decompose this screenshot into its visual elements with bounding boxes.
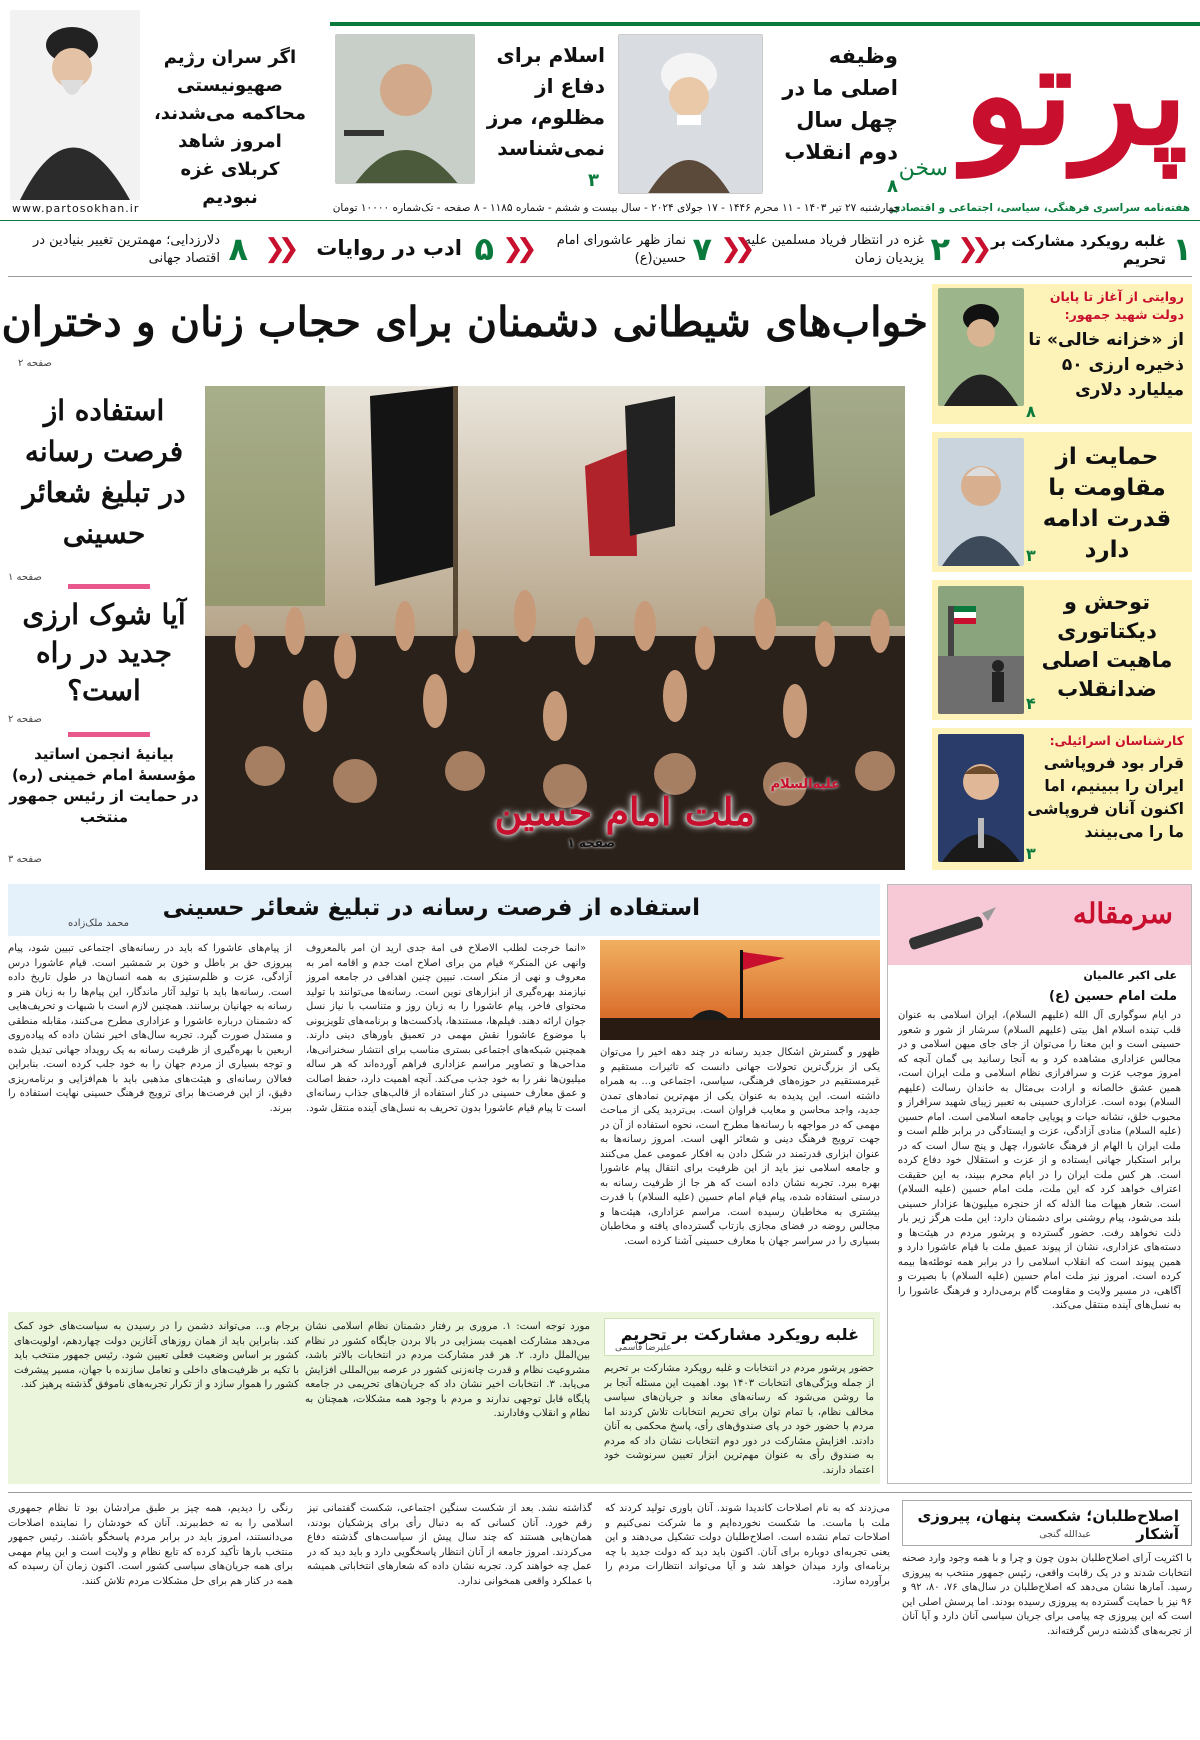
editorial-author: علی اکبر عالمیان — [1083, 969, 1177, 982]
teaser-number: ۷ — [692, 230, 712, 268]
hero-caption-sup: علیه‌السلام — [770, 777, 840, 792]
teaser-text: نماز ظهر عاشورای امام حسین(ع) — [556, 233, 686, 266]
tagline: هفته‌نامه سراسری فرهنگی، سیاسی، اجتماعی و اقتصادی — [890, 202, 1190, 214]
teaser-item[interactable] — [720, 230, 950, 270]
feature-article — [8, 884, 880, 1304]
feature-col-1: ظهور و گسترش اشکال جدید رسانه در چند دهه اخیر را می‌توان یکی از بزرگ‌ترین تحولات جهانی دانست که تاثیرات مستقیم و غیرمستقیم در حوزه‌های فرهنگی، سیاسی، اجتماعی و... به همراه داشته است. این پدیده به عنوان یکی از مهم‌ترین نمادهای تمدن جدید، واجد محاسن و معایب فراوان است. بی‌تردید یکی از مباحث مهمی که در مواجهه با رسانه‌ها مطرح است، نحوه استفاده از آن در جهت ترویج فرهنگ دینی و شعائر الهی است. امروز رسانه‌ها به عنوان ابزاری قدرتمند در شکل دادن به افکار عمومی عمل می‌کنند و جامعه اسلامی نیز باید از این ظرفیت برای انتقال پیام عاشورا بهره ببرد. تجربه نشان داده است که هر جا از ظرفیت رسانه به درستی استفاده شده، پیام قیام امام حسین (علیه السلام) با قدرت بیشتری به مخاطبان رسیده است. مراسم عزاداری، هیئت‌ها و مجالس روضه در فضای مجازی بازتاب گسترده‌ای یافته و مخاطبان بسیاری را در سراسر جهان با معارف حسینی آشنا کرده است. — [600, 1047, 880, 1247]
story-title: بیانیهٔ انجمن اساتید مؤسسهٔ امام خمینی (ره) در حمایت از رئیس جمهور منتخب — [9, 745, 199, 826]
cleric-photo — [618, 34, 763, 194]
story-kicker: کارشناسان اسرائیلی: — [1049, 733, 1184, 748]
feature-title[interactable]: استفاده از فرصت رسانه در تبلیغ شعائر حسینی — [162, 895, 700, 921]
teaser-strip — [0, 226, 1200, 272]
story-page: صفحه ۳ — [8, 854, 42, 865]
story-page: ۴ — [1026, 694, 1036, 713]
reformists-col-2: می‌زدند که به نام اصلاحات کاندیدا شوند. آنان باوری تولید کردند که ملت با ماست. ما شکست نخورده‌ایم و ما شرکت نمی‌کنیم و اصلاحات تمام نشده است. اصلاح‌طلبان دولت تشکیل می‌دهند و این یعنی تجربه‌ای دوباره برای آنان. اکنون باید دید که دولت جدید با چه برنامه‌ای وارد میدان خواهد شد و آیا می‌تواند انتظارات مردم را برآورده سازد. — [605, 1503, 890, 1587]
story-title: حمایت از مقاومت با قدرت ادامه دارد — [1042, 444, 1172, 563]
feature-islam-page: ۳ — [588, 170, 599, 191]
left-stories — [8, 386, 200, 870]
participation-title[interactable]: غلبه رویکرد مشارکت بر تحریم — [620, 1325, 859, 1344]
teaser-number: ۱ — [1172, 230, 1192, 268]
feature-islam[interactable] — [335, 34, 605, 194]
teaser-item[interactable] — [8, 230, 248, 270]
tv-analyst-photo — [938, 734, 1024, 862]
pink-divider — [68, 732, 150, 737]
editorial — [887, 884, 1192, 1484]
teaser-number: ۲ — [930, 230, 950, 268]
editorial-header — [888, 885, 1191, 965]
dateline: چهارشنبه ۲۷ تیر ۱۴۰۳ - ۱۱ محرم ۱۴۴۶ - ۱۷ جولای ۲۰۲۴ - سال بیست و ششم - شماره ۱۱۸۵ - ۸ صفحه - تک‌شماره ۱۰۰۰۰ تومان — [332, 202, 900, 214]
participation-col-2: مورد توجه است: ۱. مروری بر رفتار دشمنان نظام اسلامی نشان می‌دهد مشارکت اهمیت بسزایی در بالا بردن جایگاه کشور در نظام بین‌الملل دارد. ۲. هر قدر مشارکت مردم در انتخابات بالاتر باشد، مشروعیت نظام و قدرت چانه‌زنی کشور در عرصه بین‌المللی افزایش می‌یابد. ۳. انتخابات اخیر نشان داد که جریان‌های تحریمی در جامعه پایگاه قابل توجهی ندارند و مردم با وجود همه مشکلات، همچنان به نظام و انقلاب وفادارند. — [305, 1321, 590, 1419]
story-israel[interactable] — [932, 728, 1192, 870]
commander-photo — [335, 34, 475, 184]
teaser-item[interactable] — [264, 230, 494, 270]
website[interactable]: www.partosokhan.ir — [12, 202, 140, 215]
pen-icon — [898, 893, 998, 959]
story-media-left[interactable] — [8, 386, 200, 583]
teaser-text: دلارزدایی؛ مهمترین تغییر بنیادین در اقتصاد جهانی — [32, 233, 220, 266]
hero-photo[interactable] — [205, 386, 905, 870]
story-title: توحش و دیکتاتوری ماهیت اصلی ضدانقلاب — [1041, 590, 1173, 701]
chevron-left-icon: ❮❮ — [957, 234, 985, 264]
hero-page: صفحه ۱ — [567, 836, 615, 850]
reformists-col-3: گذاشته نشد. بعد از شکست سنگین اجتماعی، شکست گفتمانی نیز رقم خورد. آنان کسانی که به دنبال رأی برای پزشکیان بودند، همان‌هایی هستند که چند سال پیش از سیاست‌های گذشته دفاع می‌کردند. امروز جامعه از آنان انتظار پاسخگویی دارد و باید دید که در عمل چه خواهند کرد. تجربه نشان داده که شعارهای انتخاباتی همیشه با عملکرد واقعی همخوانی ندارد. — [307, 1503, 592, 1587]
feature-col-2: «انما خرجت لطلب الاصلاح فی امة جدی ارید ان امر بالمعروف وانهی عن المنکر» قیام من برای اصلاح امت جدم و اقامه امر به معروف و نهی از منکر است. تبیین چنین اهدافی در جامعه امروز نیازمند بهره‌گیری از ابزارهای نوین است. رسانه‌ها می‌توانند با تولید محتوای فاخر، پیام عاشورا را به زبان روز و متناسب با نیاز نسل جوان ارائه دهند. فیلم‌ها، مستندها، پادکست‌ها و برنامه‌های تلویزیونی با موضوع عاشورا نقش مهمی در تعمیق باورهای دینی دارند. همچنین شبکه‌های اجتماعی بستری مناسب برای انتشار سخنرانی‌ها، مداحی‌ها و تصاویر مراسم عزاداری فراهم آورده‌اند که هر ساله میلیون‌ها نفر را به خود جذب می‌کند. آنچه اهمیت دارد، حفظ اصالت و عمق معارف حسینی در کنار استفاده از قالب‌های جذاب رسانه‌ای است تا پیام قیام عاشورا بدون تحریف به نسل‌های آینده منتقل شود. — [306, 943, 586, 1114]
editorial-title: ملت امام حسین (ع) — [1049, 989, 1177, 1004]
feature-zionist[interactable] — [10, 10, 320, 208]
story-page: صفحه ۱ — [8, 572, 42, 583]
participation-title-box — [604, 1318, 874, 1356]
story-title: آیا شوک ارزی جدید در راه است؟ — [22, 598, 186, 707]
divider — [8, 1492, 1192, 1493]
dateline-rule — [0, 220, 1200, 221]
story-dictatorship[interactable] — [932, 580, 1192, 720]
story-page: صفحه ۲ — [8, 714, 42, 725]
teaser-number: ۸ — [228, 230, 248, 268]
story-page: ۸ — [1026, 402, 1036, 421]
story-kicker: روایتی از آغاز تا پایان دولت شهید جمهور: — [1049, 289, 1184, 322]
story-statement[interactable] — [8, 744, 200, 870]
story-page: ۳ — [1026, 844, 1036, 863]
editorial-label: سرمقاله — [1072, 897, 1173, 930]
feature-author: محمد ملک‌زاده — [68, 918, 129, 929]
feature-duty-title: وظیفه اصلی ما در چهل سال دوم انقلاب — [782, 44, 898, 164]
dateline-bar — [0, 200, 1200, 218]
reformists-title-box — [902, 1500, 1192, 1546]
main-headline[interactable] — [1, 282, 928, 372]
president-photo — [938, 288, 1024, 406]
chevron-left-icon: ❮❮ — [264, 234, 292, 264]
story-title: از «خزانه خالی» تا ذخیره ارزی ۵۰ میلیارد دلاری — [1028, 330, 1184, 400]
participation-author: علیرضا قاسمی — [615, 1343, 672, 1353]
story-currency[interactable] — [8, 596, 200, 726]
leader-photo — [10, 10, 140, 200]
story-title: قرار بود فروپاشی ایران را ببینیم، اما اکنون آنان فروپاشی ما را می‌بینند — [1027, 754, 1184, 841]
hero-caption: ملت امام حسین — [494, 789, 755, 834]
story-title: استفاده از فرصت رسانه در تبلیغ شعائر حسینی — [22, 394, 186, 550]
story-page: ۳ — [1026, 546, 1036, 565]
feature-islam-title: اسلام برای دفاع از مظلوم، مرز نمی‌شناسد — [486, 43, 605, 160]
story-resistance[interactable] — [932, 432, 1192, 572]
participation-col-1: حضور پرشور مردم در انتخابات و غلبه رویکرد مشارکت بر تحریم از جمله ویژگی‌های انتخابات ۱۴۰۳ بود. اهمیت این مسئله آنجا بر ما روشن می‌شود که رسانه‌های معاند و جریان‌های سیاسی مخالف نظام، با تمام توان برای تحریم انتخابات تلاش کردند اما مردم با حضور خود در پای صندوق‌های رأی، پاسخ محکمی به آنان دادند. افزایش مشارکت در دور دوم انتخابات نشان داد که مردم به صندوق رأی به عنوان مهم‌ترین ابزار تعیین سرنوشت خود اعتماد دارند. — [604, 1363, 874, 1476]
feature-col-3: از پیام‌های عاشورا که باید در رسانه‌های اجتماعی تبیین شود، پیام پیروزی حق بر باطل و خون بر شمشیر است. قیام عاشورا درس آزادگی، عزت و ظلم‌ستیزی به همه انسان‌ها در طول تاریخ داده است. رسانه‌ها باید با تولید آثار ماندگار، این پیام‌ها را به زبان هنر و رسانه به جهانیان برسانند. همچنین لازم است با شبهات و تحریف‌هایی که دشمنان درباره عاشورا و عزاداری مطرح می‌کنند، مقابله منطقی و مستدل صورت گیرد. تجربه سال‌های اخیر نشان داده که پیاده‌روی اربعین با بهره‌گیری از ظرفیت رسانه به یک رویداد جهانی تبدیل شده و توجه بسیاری از مردم جهان را به خود جلب کرده است. بنابراین فعالان رسانه‌ای و هیئت‌های مذهبی باید با هم‌افزایی و برنامه‌ریزی دقیق، از این فرصت‌ها برای ترویج فرهنگ حسینی نهایت استفاده را ببرند. — [8, 943, 292, 1114]
headline-text: خواب‌های شیطانی دشمنان برای حجاب زنان و دختران — [1, 298, 928, 346]
chevron-left-icon: ❮❮ — [720, 234, 748, 264]
logo-subtitle: سخن — [898, 156, 948, 181]
reformists-col-1: با اکثریت آرای اصلاح‌طلبان بدون چون و چرا و با همه وجود وارد صحنه انتخابات شدند و در یک رقابت واقعی، رئیس جمهور منتخب به پیروزی رسید. آمارها نشان می‌دهد که اصلاح‌طلبان در سال‌های ۷۶، ۸۰، ۹۲ و ۹۶ نیز با حمایت گسترده به پیروزی رسیده بودند. اما پرسش اصلی این است که این پیروزی چه پیامی برای جریان سیاسی آنان دارد و آیا آنان از تجربه‌های گذشته درس گرفته‌اند. — [902, 1553, 1192, 1637]
teaser-item[interactable] — [957, 230, 1192, 270]
feature-duty-page: ۸ — [887, 176, 898, 197]
teaser-text: غزه در انتظار فریاد مسلمین علیه یزیدیان زمان — [744, 233, 924, 266]
teaser-text: غلبه رویکرد مشارکت بر تحریم — [991, 232, 1166, 268]
feature-duty[interactable] — [618, 34, 898, 197]
participation-col-3: برجام و... می‌تواند دشمن را در رسیدن به سیاست‌های خود کمک کند. بنابراین باید از همان روزهای آغازین دولت چهاردهم، اولویت‌های کشور بر اساس وضعیت فعلی تعیین شود. رئیس جمهور منتخب باید با تکیه بر ظرفیت‌های داخلی و تعامل سازنده با جهان، مسیر پیشرفت کشور را هموار سازد و از تکرار تجربه‌های ناموفق گذشته پرهیز کند. — [14, 1321, 299, 1390]
feature-zionist-title: اگر سران رژیم صهیونیستی محاکمه می‌شدند، امروز شاهد کربلای غزه نبودیم — [153, 47, 307, 208]
teaser-text: ادب در روایات — [316, 236, 462, 260]
teaser-item[interactable] — [502, 230, 712, 270]
masthead — [0, 0, 1200, 230]
reformists-author: عبدالله گنجی — [1039, 1529, 1091, 1540]
divider — [8, 276, 1192, 277]
reformists-title[interactable]: اصلاح‌طلبان؛ شکست پنهان، پیروزی آشکار — [917, 1507, 1179, 1543]
reformists-article — [8, 1498, 1192, 1734]
feature-image — [600, 940, 880, 1040]
politician-photo — [938, 438, 1024, 566]
teaser-number: ۵ — [474, 230, 494, 268]
editorial-body: در ایام سوگواری آل الله (علیهم السلام)، ایران اسلامی به عنوان قلب تپنده اسلام اهل بیتی (علیهم السلام) سرشار از شور و شعور حسینی است و این معنا را می‌توان از جای جای میهن اسلامی و در مجالس عزاداری مشاهده کرد و به آنجا رسانید بی گمان آنچه که امروز موجب عزت و سرافرازی نظام اسلامی و ملت ایران است، همین عشق خالصانه و ارادت بی‌مثال به خاندان رسالت (علیهم السلام) بوده است. عزاداری حسینی به تعبیر زیبای شهید سرافراز و محبوب خلق، نشانه حیات و پویایی جامعه اسلامی است. امام حسین (علیه السلام) منادی آزادگی، عزت و ایستادگی در برابر ظلم است و ملت ایران با الهام از فرهنگ عاشورا، چهل و پنج سال است که در برابر استکبار جهانی ایستاده و از عزت و استقلال خود دفاع کرده است. هر کس ملت ایران را در ایام محرم ببیند، به این حقیقت اعتراف خواهد کرد که این ملت، ملت امام حسین (علیه السلام) است. شعار هیهات منا الذله که از حنجره میلیون‌ها عزادار حسینی بلند می‌شود، پیام روشنی برای دشمنان دارد: این ملت هرگز زیر بار ذلت نخواهد رفت. حضور گسترده و پرشور مردم در هیئت‌ها و دسته‌های عزاداری، نشان از پیوند عمیق ملت با قیام عاشورا دارد و همین پیوند است که انقلاب اسلامی را در برابر همه توطئه‌ها بیمه کرده است. امروز نیز ملت امام حسین (علیه السلام) با بصیرت و آگاهی، در مسیر ولایت و مقاومت گام برمی‌دارد و فرهنگ عاشورا را به نسل‌های آینده منتقل می‌کند. — [898, 1010, 1181, 1311]
logo — [898, 13, 1188, 188]
right-stories — [932, 284, 1192, 870]
headline-page: صفحه ۲ — [18, 358, 52, 369]
logo-wordmark: پرتو — [963, 13, 1188, 176]
pink-divider — [68, 584, 150, 589]
participation-article — [8, 1312, 880, 1484]
reformists-col-4: رنگی را دیدیم، همه چیز بر طبق مرادشان بود تا نظام جمهوری اسلامی را به ته خط‌ببرند. آنان که خودشان را نماینده اصلاحات می‌دانستند، امروز باید در برابر مردم پاسخگو باشند. رئیس جمهور منتخب بارها تأکید کرده که تابع نظام و ولایت است و این پیام مهمی برای همه جریان‌های سیاسی کشور است. اکنون زمان آن رسیده که همه در کنار هم برای حل مشکلات مردم تلاش کنند. — [8, 1503, 293, 1587]
story-treasury[interactable] — [932, 284, 1192, 424]
chevron-left-icon: ❮❮ — [502, 234, 530, 264]
protest-photo — [938, 586, 1024, 714]
feature-title-bar — [8, 884, 880, 936]
